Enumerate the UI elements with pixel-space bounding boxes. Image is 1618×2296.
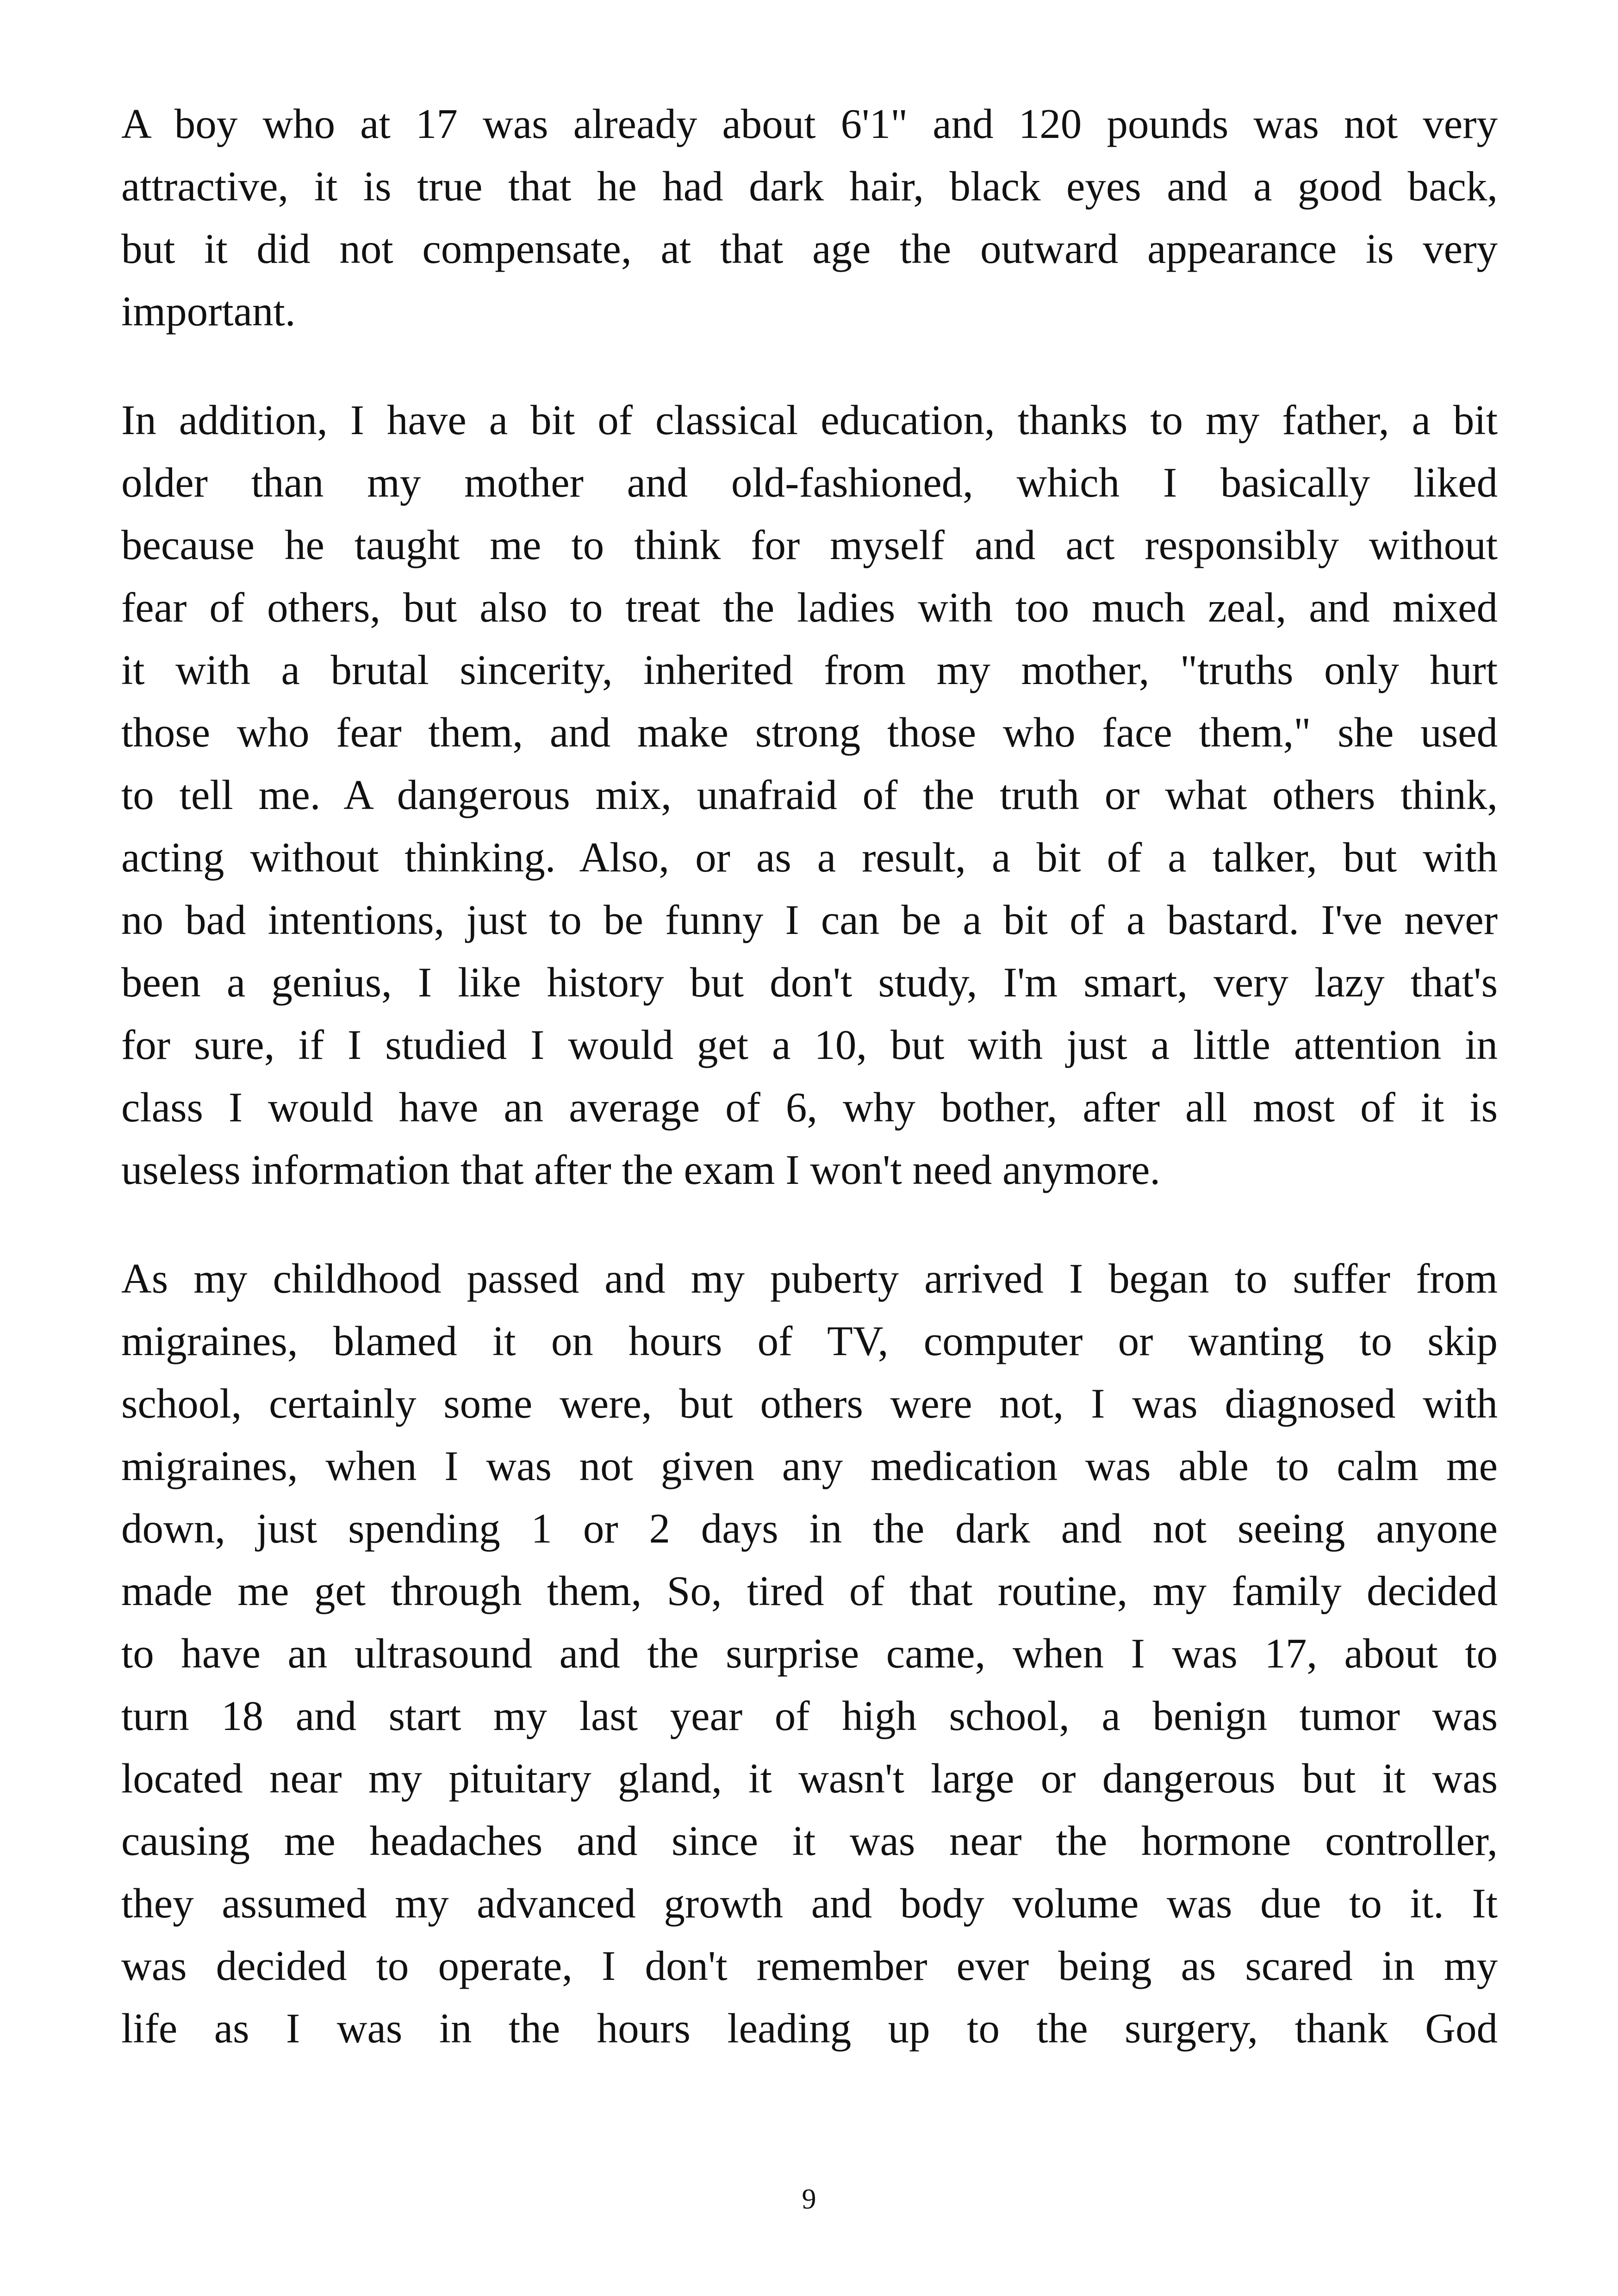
text-line: to tell me. A dangerous mix, unafraid of the truth or what others think,: [121, 772, 1498, 818]
page-number: 9: [802, 2184, 816, 2215]
text-line: they assumed my advanced growth and body volume was due to it. It: [121, 1880, 1498, 1927]
text-line: attractive, it is true that he had dark hair, black eyes and a good back,: [121, 163, 1498, 210]
text-line: been a genius, I like history but don't study, I'm smart, very lazy that's: [121, 959, 1498, 1006]
text-line: useless information that after the exam I won't need anymore.: [121, 1146, 1161, 1193]
text-line: made me get through them, So, tired of that routine, my family decided: [121, 1568, 1498, 1614]
paragraph: [121, 1247, 1498, 2060]
text-line: for sure, if I studied I would get a 10, but with just a little attention in: [121, 1021, 1498, 1068]
text-line: located near my pituitary gland, it wasn't large or dangerous but it was: [121, 1755, 1498, 1802]
text-line: As my childhood passed and my puberty arrived I began to suffer from: [121, 1255, 1498, 1302]
text-line: fear of others, but also to treat the ladies with too much zeal, and mixed: [121, 584, 1498, 631]
text-line: migraines, when I was not given any medication was able to calm me: [121, 1443, 1498, 1489]
text-line: important.: [121, 288, 296, 335]
text-line: no bad intentions, just to be funny I can be a bit of a bastard. I've never: [121, 896, 1498, 943]
text-line: turn 18 and start my last year of high school, a benign tumor was: [121, 1692, 1498, 1739]
text-line: life as I was in the hours leading up to the surgery, thank God: [121, 2005, 1498, 2052]
text-line: but it did not compensate, at that age the outward appearance is very: [121, 225, 1498, 272]
text-line: migraines, blamed it on hours of TV, computer or wanting to skip: [121, 1318, 1498, 1364]
paragraph: [121, 93, 1498, 342]
text-line: older than my mother and old-fashioned, which I basically liked: [121, 459, 1498, 506]
text-line: was decided to operate, I don't remember ever being as scared in my: [121, 1942, 1498, 1989]
text-line: down, just spending 1 or 2 days in the dark and not seeing anyone: [121, 1505, 1498, 1552]
text-line: acting without thinking. Also, or as a result, a bit of a talker, but with: [121, 834, 1498, 881]
text-line: In addition, I have a bit of classical education, thanks to my father, a bit: [121, 397, 1498, 443]
text-line: school, certainly some were, but others were not, I was diagnosed with: [121, 1380, 1498, 1427]
paragraph: [121, 389, 1498, 1201]
text-line: causing me headaches and since it was near the hormone controller,: [121, 1817, 1498, 1864]
text-line: class I would have an average of 6, why bother, after all most of it is: [121, 1084, 1498, 1131]
text-line: A boy who at 17 was already about 6'1" and 120 pounds was not very: [121, 100, 1498, 147]
page-body: [121, 93, 1498, 2106]
text-line: those who fear them, and make strong those who face them," she used: [121, 709, 1498, 756]
text-line: because he taught me to think for myself and act responsibly without: [121, 522, 1498, 568]
text-line: it with a brutal sincerity, inherited from my mother, "truths only hurt: [121, 647, 1498, 693]
text-line: to have an ultrasound and the surprise came, when I was 17, about to: [121, 1630, 1498, 1677]
